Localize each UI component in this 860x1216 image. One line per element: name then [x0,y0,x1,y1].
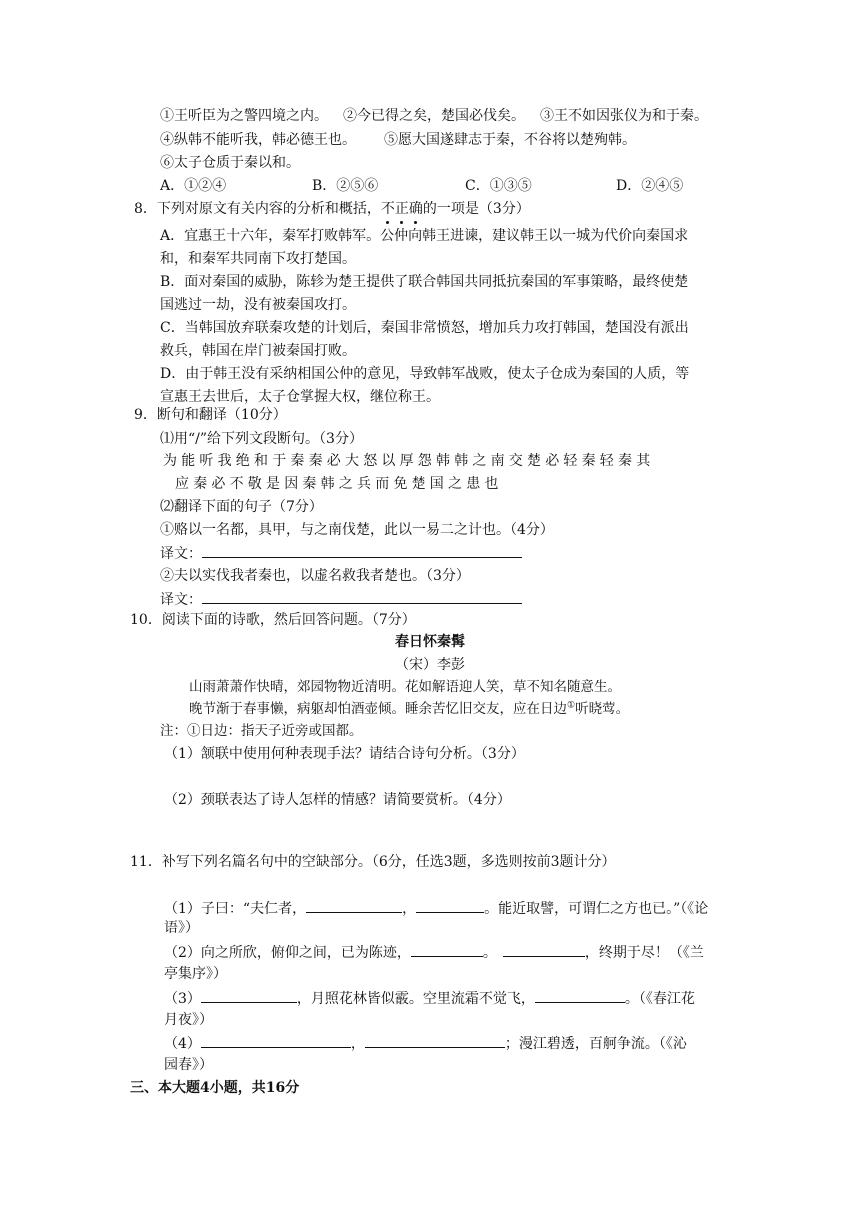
q8-stem-post: 的一项是（3分） [422,201,530,217]
poem-line-2 [189,699,629,719]
q11-item-2-text-b: 。 [482,945,497,961]
q10-subquestion-2: （2）颈联表达了诗人怎样的情感？请简要赏析。（4分） [164,792,511,808]
q11-item-3-text-c: 。（《春江花 [624,991,695,1007]
q11-item-1-line-2: 语》） [164,920,199,936]
fill-blank[interactable] [416,898,484,913]
fill-blank[interactable] [201,988,297,1003]
q8-stem [134,199,530,219]
q7-option-line-1 [160,106,708,126]
q11-item-4-line-2: 园春》） [164,1057,213,1073]
poem-line-2-pre: 晚节渐于春事懒，病躯却怕酒壶倾。睡余苦忆旧交友，应在日边 [189,701,567,717]
q11-item-1-text-b: ， [402,901,417,917]
q7-option-4: ④纵韩不能听我，韩必德王也。 [160,132,356,148]
q11-item-4-text-a: （4） [164,1036,201,1052]
q11-item-2-line-1 [164,942,704,963]
q8-option-d-line-2: 宣惠王去世后，太子仓掌握大权，继位称王。 [160,389,440,405]
q8-option-c-line-2: 救兵，韩国在岸门被秦国打败。 [160,343,356,359]
q11-item-3-text-b: ，月照花林皆似霰。空里流霜不觉飞， [296,991,535,1007]
q11-item-1-text-a: （1）子曰：“夫仁者， [164,901,307,917]
translation-label: 译文： [160,592,202,608]
q11-item-1-text-c: 。能近取譬，可谓仁之方也已。”（《论 [484,901,709,917]
q8-option-c-line-1: C．当韩国放弃联秦攻楚的计划后，秦国非常愤怒，增加兵力攻打韩国，楚国没有派出 [160,320,689,336]
q11-item-2-text-c: ，终期于尽！（《兰 [584,945,704,961]
q8-option-a-line-2: 和，和秦军共同南下攻打楚国。 [160,251,356,267]
emphasis-dot-char: 不 [380,201,395,217]
footnote-marker: ① [567,700,576,711]
q8-option-b-line-1: B．面对秦国的威胁，陈轸为楚王提供了联合韩国共同抵抗秦国的军事策略，最终使楚 [160,274,689,290]
q9-part-1: ⑴用“/”给下列文段断句。（3分） [160,431,363,447]
q7-option-5: ⑤愿大国遂肆志于秦，不谷将以楚殉韩。 [384,132,636,148]
q7-choice-d: D．②④⑤ [616,178,684,194]
emphasis-dot-char: 正 [394,201,409,217]
q9-sentence-2: ②夫以实伐我者秦也，以虚名救我者楚也。（3分） [160,568,470,584]
q9-answer-2 [160,589,522,610]
q8-option-a-line-1: A．宜惠王十六年，秦军打败韩军。公仲向韩王进谏，建议韩王以一城为代价向秦国求 [160,228,689,244]
q7-option-2: ②今已得之矣，楚国必伐矣。 [343,108,525,124]
poem-line-1: 山雨萧萧作快晴，郊园物物近清明。花如解语迎人笑，草不知名随意生。 [189,679,621,695]
q11-title: 11．补写下列名篇名句中的空缺部分。（6分，任选3题，多选则按前3题计分） [130,854,616,870]
translation-label: 译文： [160,546,202,562]
q9-sentence-1: ①赂以一名都，具甲，与之南伐楚，此以一易二之计也。（4分） [160,522,554,538]
poem-title: 春日怀秦髯 [395,634,465,650]
q7-option-3: ③王不如因张仪为和于秦。 [540,108,708,124]
fill-blank[interactable] [411,942,483,957]
q11-item-2-line-2: 亭集序》） [164,966,227,982]
q9-passage-line-2: 应秦必不敬是因秦韩之兵而免楚国之患也 [175,476,503,492]
section-heading: 三、本大题4小题，共16分 [130,1080,300,1096]
q7-choice-b: B．②⑤⑥ [312,178,379,194]
poem-author: （宋）李彭 [395,657,465,673]
q11-item-4-line-1 [164,1033,687,1054]
q11-item-1-line-1 [164,898,708,919]
q8-stem-pre: 8．下列对原文有关内容的分析和概括， [134,201,381,217]
q11-item-2-text-a: （2）向之所欣，俯仰之间，已为陈迹， [164,945,411,961]
q9-part-2: ⑵翻译下面的句子（7分） [160,499,323,515]
q8-option-b-line-2: 国逃过一劫，没有被秦国攻打。 [160,297,356,313]
poem-line-2-post: 听晓莺。 [575,701,630,717]
q7-choice-c: C．①③⑤ [465,178,532,194]
q8-option-d-line-1: D．由于韩王没有采纳相国公仲的意见，导致韩军战败，使太子仓成为秦国的人质，等 [160,366,690,382]
fill-blank[interactable] [365,1033,505,1048]
q9-title: 9．断句和翻译（10分） [134,407,287,423]
fill-blank[interactable] [535,988,625,1003]
fill-blank[interactable] [306,898,402,913]
q10-title: 10．阅读下面的诗歌，然后回答问题。（7分） [130,612,416,628]
translation-answer-line[interactable] [202,589,522,604]
q11-item-4-text-b: ， [350,1036,365,1052]
q11-item-3-line-2: 月夜》） [164,1012,213,1028]
q9-passage-line-1: 为能听我绝和于秦秦必大怒以厚怨韩韩之南交楚必轻秦轻秦其 [163,453,655,469]
translation-answer-line[interactable] [202,543,522,558]
q7-option-6: ⑥太子仓质于秦以和。 [160,155,300,171]
fill-blank[interactable] [503,942,585,957]
q9-answer-1 [160,543,522,564]
q10-subquestion-1: （1）颔联中使用何种表现手法？请结合诗句分析。（3分） [164,746,525,762]
q11-item-4-text-c: ；漫江碧透，百舸争流。（《沁 [504,1036,687,1052]
q11-item-3-line-1 [164,988,695,1009]
emphasis-dot-char: 确 [408,201,423,217]
q11-item-3-text-a: （3） [164,991,201,1007]
q7-option-1: ①王听臣为之警四境之内。 [160,108,328,124]
fill-blank[interactable] [201,1033,351,1048]
poem-note: 注：①日边：指天子近旁或国都。 [160,723,363,739]
q7-choice-a: A．①②④ [160,178,227,194]
q7-option-line-2 [160,130,636,150]
